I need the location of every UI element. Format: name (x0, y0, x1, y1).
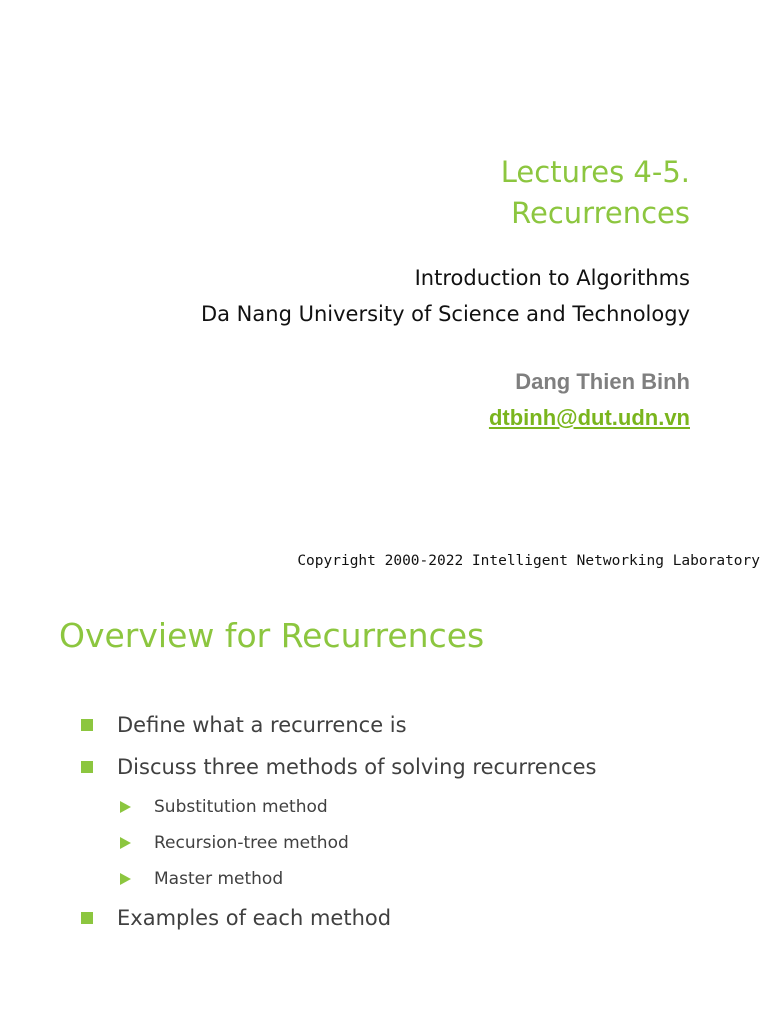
lecture-title-line1: Lectures 4-5. (500, 155, 690, 189)
overview-title: Overview for Recurrences (59, 616, 485, 655)
author-info (489, 364, 690, 436)
course-info (201, 260, 690, 332)
sub-bullet-text: Master method (154, 869, 284, 889)
bullet-text: Examples of each method (117, 906, 392, 930)
square-bullet-icon (81, 719, 93, 731)
university-name: Da Nang University of Science and Technology (200, 302, 690, 326)
overview-slide (0, 590, 768, 1024)
bullet-text: Define what a recurrence is (117, 713, 407, 737)
square-bullet-icon (81, 912, 93, 924)
square-bullet-icon (81, 761, 93, 773)
sub-bullet-text: Recursion-tree method (154, 833, 349, 853)
triangle-bullet-icon (120, 873, 131, 885)
triangle-bullet-icon (120, 801, 131, 813)
sub-bullet-text: Substitution method (154, 797, 328, 817)
bullet-text: Discuss three methods of solving recurrences (117, 755, 597, 779)
triangle-bullet-icon (120, 837, 131, 849)
lecture-title (501, 152, 690, 234)
copyright-notice: Copyright 2000-2022 Intelligent Networking Laboratory (297, 553, 760, 569)
lecture-title-line2: Recurrences (511, 196, 690, 230)
author-name: Dang Thien Binh (515, 369, 690, 394)
author-email-link[interactable]: dtbinh@dut.udn.vn (488, 405, 690, 430)
course-name: Introduction to Algorithms (414, 266, 690, 290)
